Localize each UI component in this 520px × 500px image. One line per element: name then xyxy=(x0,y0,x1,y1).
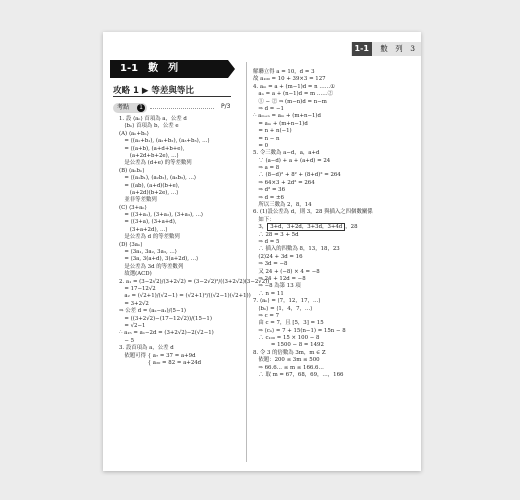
solution-line: ⇒ d = ±6 xyxy=(253,194,284,201)
solution-line: 是公差為 (d+e) 的等差數列 xyxy=(119,160,192,167)
solution-line: ⇒ d = 5 xyxy=(253,238,280,245)
solution-line: ⇒ 66.6… ≤ m ≤ 166.6… xyxy=(253,364,324,371)
solution-line: 8. 令 3 的倍數為 3m，m ∈ Z xyxy=(253,349,326,356)
solution-line: ∴ 插入的四數為 8，13，18，23 xyxy=(253,246,340,253)
exam-point-number: 1 xyxy=(137,104,145,112)
header-title: 數 列 3 xyxy=(380,44,415,53)
solution-line: ⇒ a = 8 xyxy=(253,165,280,172)
column-separator xyxy=(246,62,247,462)
solution-line: 由 c = 7，且 [5，3] = 15 xyxy=(253,320,324,327)
solution-line: = ((3+2√2)−(17−12√2))/(15−1) xyxy=(119,315,212,322)
solution-line: ∴ a₁₅ = a₁−2d = (3+2√2)−2(√2−1) xyxy=(119,330,214,337)
solution-line: 是公差為 3d 的等差數列 xyxy=(119,263,184,270)
solution-line: 故 a₁₀₀ = 10 + 39×3 = 127 xyxy=(253,76,326,83)
solution-line: = 17−12√2 xyxy=(119,285,156,292)
solution-line: ∴ (8−d)² + 8² + (8+d)² = 264 xyxy=(253,172,341,179)
solution-line: ⇒ 3d = −8 xyxy=(253,261,288,268)
strategy-label: 攻略 1 xyxy=(113,86,139,96)
textbook-page xyxy=(103,32,421,471)
solution-line: ∴ 取 m = 67，68，69，…，166 xyxy=(253,372,344,379)
solution-line: ⟨bₙ⟩ = ⟨1，4，7，…⟩ xyxy=(253,305,313,312)
solution-line: = ⟨(3+a₁), (3+a₂), (3+a₃), …⟩ xyxy=(119,212,204,219)
solution-line: (D) ⟨3aₙ⟩ xyxy=(119,241,143,248)
solution-line: (A) ⟨aₙ+bₙ⟩ xyxy=(119,130,149,137)
strategy-heading xyxy=(113,84,194,96)
solution-line: ⇒ 64×3 + 2d² = 264 xyxy=(253,179,315,186)
solution-line: = ⟨(a₁+b₁), (a₂+b₂), (a₃+b₃), …⟩ xyxy=(119,138,210,145)
strategy-text: 等差與等比 xyxy=(151,86,194,96)
solution-line: ∵ (a−d) + a + (a+d) = 24 xyxy=(253,157,331,164)
solution-line: ⇒ d² = 36 xyxy=(253,187,286,194)
exam-point-badge xyxy=(113,103,147,113)
solution-line: − 5 xyxy=(119,337,135,344)
exam-point-label: 考點 xyxy=(117,104,130,111)
solution-line: = ⟨(ab), (a+d)(b+e), xyxy=(119,182,180,189)
solution-line: = n + n(−1) xyxy=(253,128,292,135)
solution-line: ① − ② ⇒ (m−n)d = n−m xyxy=(253,98,327,105)
section-divider xyxy=(113,96,231,97)
solution-line: = ⟨(a₁b₁), (a₂b₂), (a₃b₃), …⟩ xyxy=(119,175,197,182)
solution-line: ∴ c₁₀₀ = 15 × 100 − 8 xyxy=(253,335,320,342)
solution-line: ⇒ c = 7 xyxy=(253,312,280,319)
section-title-bar: 1-1 數 列 xyxy=(110,60,228,78)
solution-line: 是公差為 d 的等差數列 xyxy=(119,234,180,241)
box-suffix: ，28 xyxy=(345,224,358,231)
solution-line: ∴ n = 11 xyxy=(253,290,284,297)
solution-line: (a+2d+b+2e), …⟩ xyxy=(119,152,179,159)
page-ref-icon: P/3 xyxy=(221,103,231,110)
solution-line: ∴ aₘ₊ₙ = aₘ + (m+n−1)d xyxy=(253,113,321,120)
solution-line: (2)24 + 3d = 16 xyxy=(253,253,303,260)
solution-line: = n − n xyxy=(253,135,280,142)
solution-line: 故選(ACD) xyxy=(119,271,152,278)
solution-line: = 0 xyxy=(253,142,269,149)
solution-line: a₂ = (√2+1)/(√2−1) = (√2+1)²/((√2−1)(√2+1)) xyxy=(119,293,251,300)
solution-line: ⇒ −8 為第 13 項 xyxy=(253,283,301,290)
dotted-leader xyxy=(150,108,214,109)
solution-line: = ⟨3a₁, 3a₂, 3a₃, …⟩ xyxy=(119,249,177,256)
solution-line: = ⟨(a+b), (a+d+b+e), xyxy=(119,145,185,152)
solution-line: 又 24 + (−8) × 4 = −8 xyxy=(253,268,320,275)
solution-line: 2. a₁ = (3−2√2)/(3+2√2) = (3−2√2)²/((3+2√2)(3−2√2)) xyxy=(119,278,270,285)
box-prefix: 3， xyxy=(253,224,268,231)
header-section-number: 1-1 xyxy=(352,42,372,56)
solution-line xyxy=(253,224,413,231)
solution-line: 6. (1)設公差為 d，則 3，28 與插入之四個數關係 xyxy=(253,209,373,216)
solution-line: = √2−1 xyxy=(119,322,146,329)
solution-line: 並非等差數列 xyxy=(119,197,157,204)
solution-line: (B) ⟨aₙbₙ⟩ xyxy=(119,167,145,174)
solution-line: 3. 設首項為 a，公差 d xyxy=(119,345,174,352)
solution-line: ⟨bₙ⟩ 首項為 b，公差 e xyxy=(119,123,179,130)
solution-line: 如下： xyxy=(253,216,275,223)
solution-line: { a₂₀ = 82 = a+24d xyxy=(119,359,202,366)
solution-line: 所以三數為 2，8，14 xyxy=(253,202,312,209)
solution-line: 依題可得 { a₇ = 37 = a+9d xyxy=(119,352,196,359)
solution-line: = 3+2√2 xyxy=(119,300,149,307)
solution-line: 4. aₘ = a + (m−1)d = n ……① xyxy=(253,83,335,90)
solution-line: (3+a+2d), …⟩ xyxy=(119,226,168,233)
solution-line: ⇒ ⟨cₙ⟩ = 7 + 15(n−1) = 15n − 8 xyxy=(253,327,346,334)
solution-line: (C) ⟨3+aₙ⟩ xyxy=(119,204,147,211)
solution-line: ⇒ 24 + 12d = −8 xyxy=(253,275,306,282)
right-solution-column xyxy=(253,69,413,379)
solution-line: = ⟨(3+a), (3+a+d), xyxy=(119,219,177,226)
solution-line: = ⟨3a, 3(a+d), 3(a+2d), …⟩ xyxy=(119,256,199,263)
solution-line: 7. ⟨aₙ⟩ = ⟨7，12，17，…⟩ xyxy=(253,298,321,305)
solution-line: 依題：200 ≤ 3m ≤ 500 xyxy=(253,357,320,364)
solution-line: = aₘ + (m+n−1)d xyxy=(253,120,308,127)
solution-line: ⇒ 公差 d = (a₂−a₁)/(5−1) xyxy=(119,308,186,315)
solution-line: = 1500 − 8 = 1492 xyxy=(253,342,324,349)
solution-line: ⇒ d = −1 xyxy=(253,105,284,112)
play-arrow-icon: ▶ xyxy=(141,86,149,96)
solution-line: 1. 設 ⟨aₙ⟩ 首項為 a，公差 d xyxy=(119,116,187,122)
solution-line: ∴ 28 = 3 + 5d xyxy=(253,231,299,238)
solution-line: 5. 令三數為 a−d，a，a+d xyxy=(253,150,320,157)
solution-line: (a+2d)(b+2e), …⟩ xyxy=(119,189,179,196)
solution-line: aₙ = a + (n−1)d = m ……② xyxy=(253,91,334,98)
boxed-terms: 3+d，3+2d，3+3d，3+4d xyxy=(267,223,345,231)
solution-line: 解聯立得 a = 10，d = 3 xyxy=(253,69,315,75)
